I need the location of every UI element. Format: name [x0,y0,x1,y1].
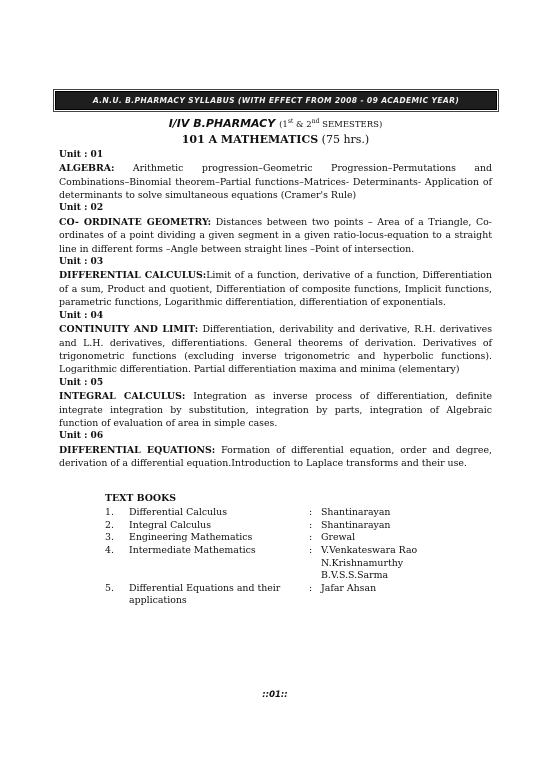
textbook-title: Differential Equations and their applications [129,582,281,607]
textbook-number: 3. [105,532,114,544]
textbook-separator: : [309,544,313,556]
unit-description [59,390,492,430]
unit-description [59,162,492,202]
page-content [59,115,492,608]
textbook-number: 4. [105,544,114,556]
unit-text: Differentiation, derivability and derivative, R.H. derivatives and L.H. derivatives, differentiations. General theorems of derivation. Derivatives of trigonometric functions (excluding inverse trigonometric and hyperbolic functions). Logarithmic differentiation. Partial differentiation maxima and minima (elementary) [59,324,493,376]
course-hours: (75 hrs.) [321,132,370,146]
unit-label: Unit : 04 [59,310,104,321]
program-title [59,115,492,132]
textbook-title: Differential Calculus [129,507,228,519]
unit-text: Limit of a function, derivative of a function, Differentiation of a sum, Product and quotient, Differentiation of composite functions, Implicit functions, parametric functions, Logarithmic differentiation, differentiation of exponentials. [59,270,492,309]
unit-text: Distances between two points – Area of a Triangle, Co-ordinates of a point dividing a given segment in a given ratio-locus-equation to a straight line in different forms –Angle between straight lines –Point of intersection. [59,216,492,255]
textbook-author: Jafar Ahsan [321,582,377,594]
textbook-author: Shantinarayan [321,507,391,519]
textbook-number: 5. [105,582,114,594]
unit-label: Unit : 05 [59,377,104,388]
unit-description [59,216,492,256]
textbook-separator: : [309,519,313,531]
program-label: B.PHARMACY [193,116,276,130]
unit-description [59,444,492,471]
textbooks-heading: TEXT BOOKS [105,492,176,504]
unit-label: Unit : 06 [59,431,104,442]
textbook-row [105,532,492,545]
textbook-row [105,520,492,533]
textbook-row [105,545,492,583]
unit-text: Arithmetic progression–Geometric Progression–Permutations and Combinations–Binomial theorem–Partial functions–Matrices- Determinants- Application of determinants to solve simultaneous equations (Cramer's Rule) [59,163,492,202]
textbook-row [105,507,492,520]
textbook-author: Grewal [321,532,356,544]
unit-heading: CONTINUITY AND LIMIT: [59,324,199,336]
unit-heading: CO- ORDINATE GEOMETRY: [59,216,212,228]
textbooks-section [105,493,492,608]
textbook-authors [321,520,441,533]
textbook-author: N.Krishnamurthy [321,557,404,569]
textbook-number: 1. [105,507,114,519]
textbook-authors [321,532,441,545]
unit-text: Formation of differential equation, order and degree, derivation of a differential equation.Introduction to Laplace transforms and their use. [59,444,492,470]
textbook-author: Shantinarayan [321,519,391,531]
textbook-number: 2. [105,519,114,531]
textbook-authors [321,583,441,608]
unit-heading: ALGEBRA: [59,163,115,175]
unit-heading: INTEGRAL CALCULUS: [59,391,186,403]
textbook-row [105,583,492,608]
textbook-title: Intermediate Mathematics [129,544,256,556]
course-title [59,132,492,147]
semesters-label: (1st & 2nd SEMESTERS) [279,118,383,130]
course-name: 101 A MATHEMATICS [181,132,319,146]
units-list [59,149,492,471]
textbook-separator: : [309,507,313,519]
textbook-authors [321,507,441,520]
unit-label: Unit : 02 [59,203,104,214]
unit-heading: DIFFERENTIAL CALCULUS: [59,270,207,282]
unit-heading: DIFFERENTIAL EQUATIONS: [59,444,216,456]
textbooks-list [105,507,492,608]
textbook-title: Integral Calculus [129,519,212,531]
header-banner: A.N.U. B.PHARMACY SYLLABUS (WITH EFFECT FROM 2008 - 09 ACADEMIC YEAR) [55,91,497,110]
textbook-author: V.Venkateswara Rao [321,544,418,556]
unit-label: Unit : 03 [59,257,104,268]
unit-description [59,323,492,377]
textbook-author: B.V.S.S.Sarma [321,570,389,582]
textbook-authors [321,545,441,583]
year-label: I/IV [168,116,190,130]
unit-description [59,269,492,309]
textbook-separator: : [309,582,313,594]
page-number: ::01:: [262,690,288,700]
unit-text: Integration as inverse process of differentiation, definite integrate integration by substitution, integration by parts, integration of Algebraic function of evaluation of area in simple cases. [59,391,492,429]
unit-label: Unit : 01 [59,149,104,160]
textbook-title: Engineering Mathematics [129,532,253,544]
textbook-separator: : [309,532,313,544]
